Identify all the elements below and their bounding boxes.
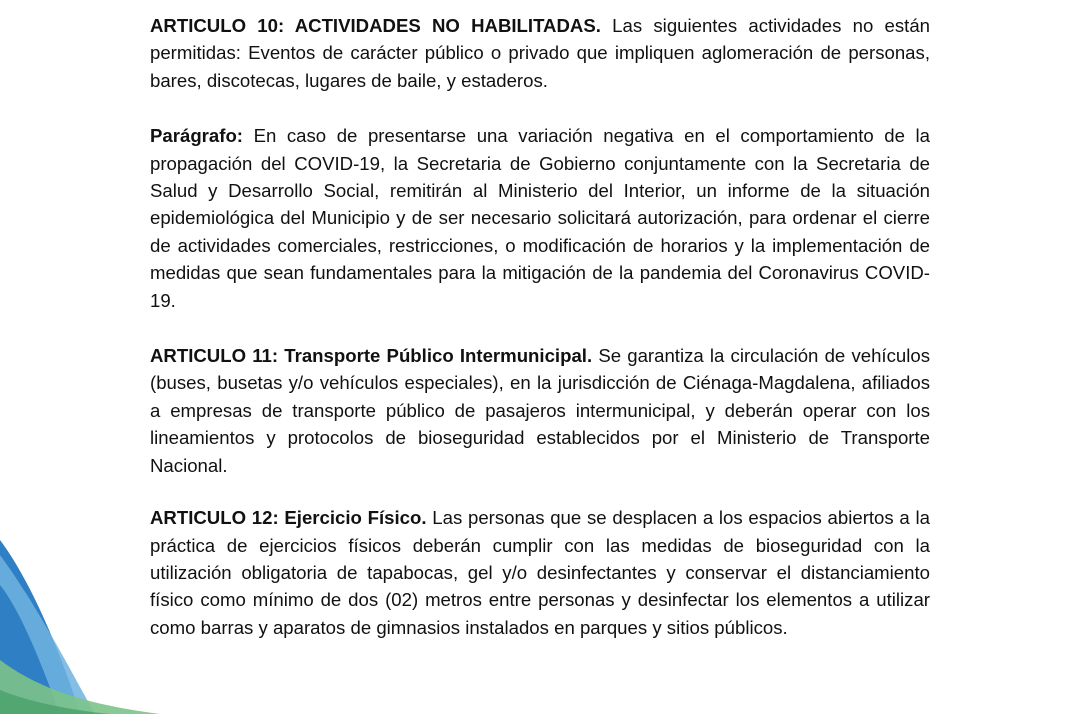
wave-blue-light — [0, 555, 95, 714]
article-10-heading: ARTICULO 10: ACTIVIDADES NO HABILITADAS. — [150, 15, 601, 36]
wave-blue-dark — [0, 540, 80, 714]
article-12-text: Las personas que se desplacen a los espacios abiertos a la práctica de ejercicios físicos deberán cumplir con las medidas de bioseguridad con la utilización obligatoria de tapabocas, gel y/o desinfectantes y conservar el distanciamiento físico como mínimo de dos (02) metros entre personas y desinfectar los elementos a utilizar como barras y aparatos de gimnasios instalados en parques y sitios públicos. — [150, 507, 930, 638]
article-11-paragraph — [150, 342, 930, 479]
article-12-paragraph — [150, 504, 930, 641]
paragrafo-heading: Parágrafo: — [150, 125, 243, 147]
article-12-heading: ARTICULO 12: Ejercicio Físico. — [150, 507, 427, 529]
article-10-text: Las siguientes actividades no están permitidas: Eventos de carácter público o privado que impliquen aglomeración de personas, bares, discotecas, lugares de baile, y estaderos. — [150, 15, 931, 91]
wave-green — [0, 660, 160, 714]
article-11-text: Se garantiza la circulación de vehículos (buses, busetas y/o vehículos especiales), en la jurisdicción de Ciénaga-Magdalena, afiliados a empresas de transporte público de pasajeros intermunicipal, y deberán operar con los lineamientos y protocolos de bioseguridad establecidos por el Ministerio de Transporte Nacional. — [150, 345, 930, 476]
paragrafo-text: En caso de presentarse una variación negativa en el comportamiento de la propagación del COVID-19, la Secretaria de Gobierno conjuntamente con la Secretaria de Salud y Desarrollo Social, remitirán al Ministerio del Interior, un informe de la situación epidemiológica del Municipio y de ser necesario solicitará autorización, para ordenar el cierre de actividades comerciales, restricciones, o modificación de horarios y la implementación de medidas que sean fundamentales para la mitigación de la pandemia del Coronavirus COVID-19. — [150, 125, 930, 311]
document-body — [150, 12, 930, 641]
paragrafo-paragraph — [150, 122, 930, 314]
article-11-heading: ARTICULO 11: Transporte Público Intermunicipal. — [150, 345, 593, 367]
wave-green-dark — [0, 690, 110, 714]
article-10-paragraph — [150, 12, 930, 94]
